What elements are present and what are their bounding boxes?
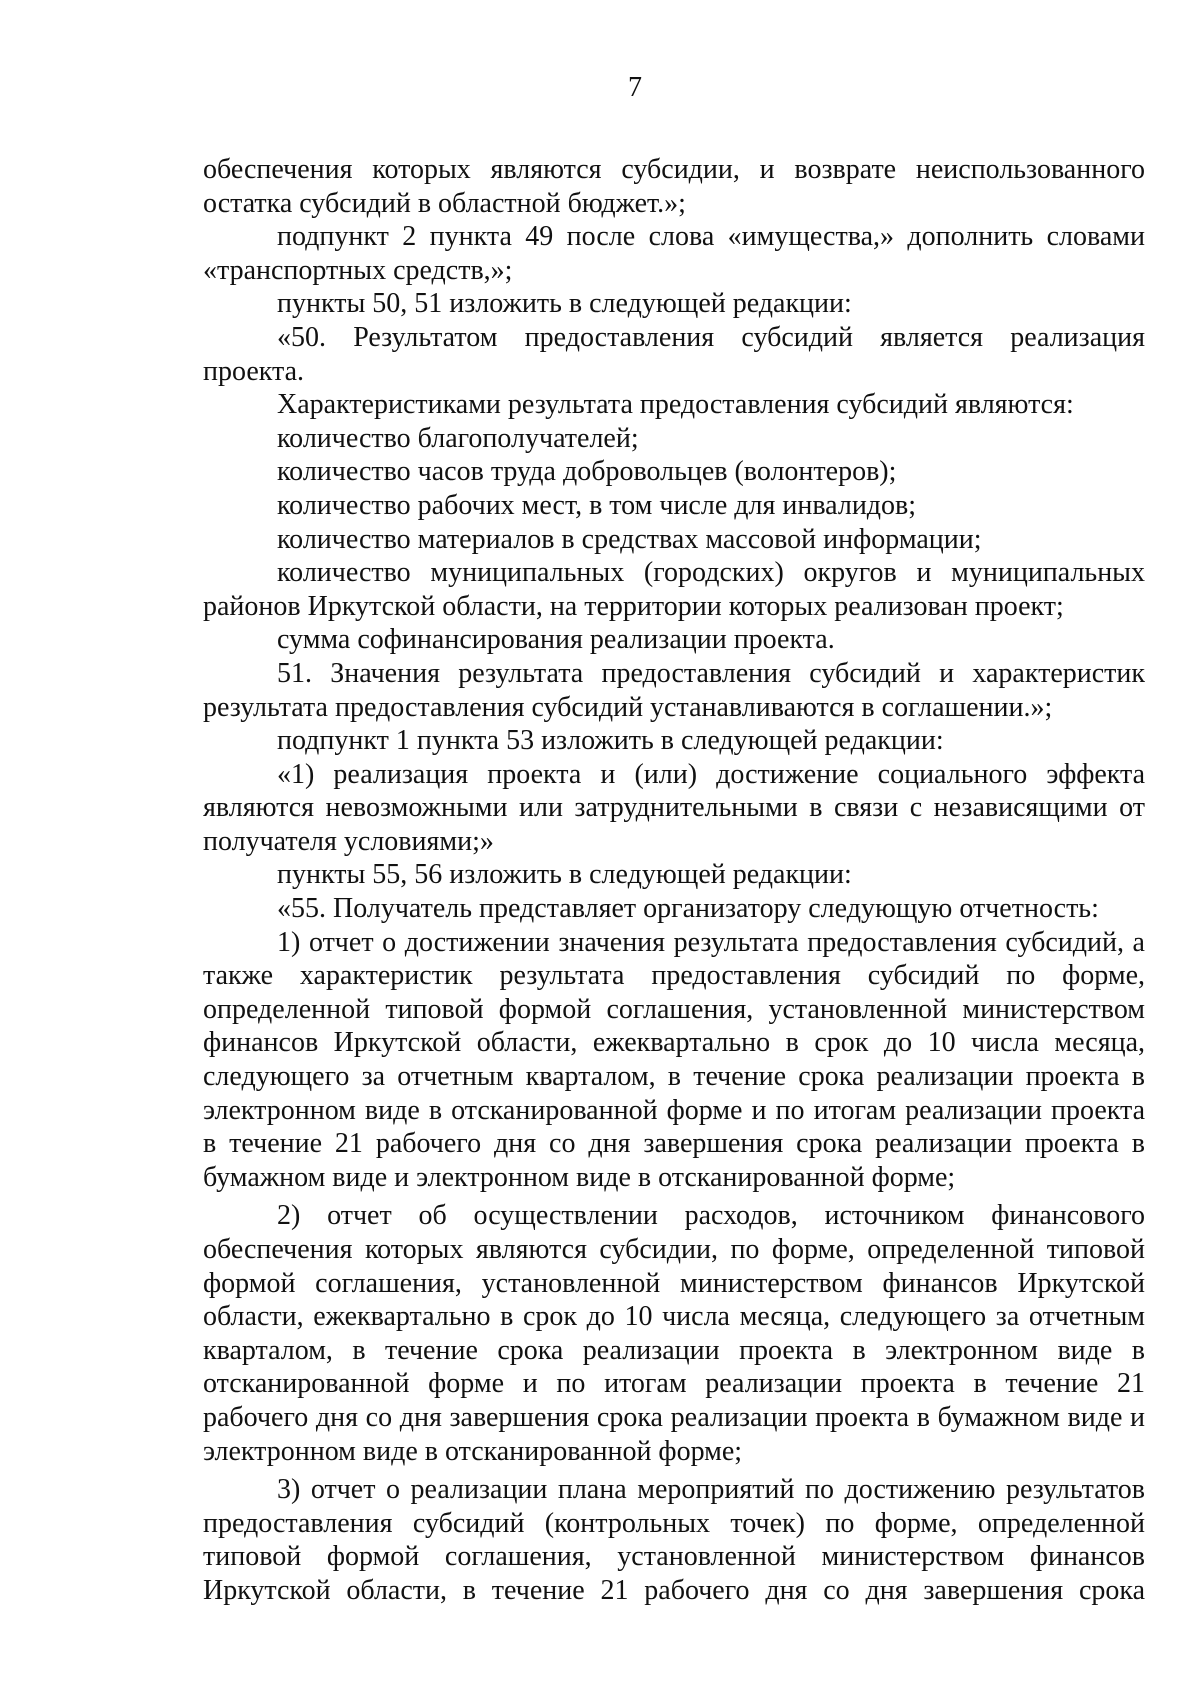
paragraph: количество рабочих мест, в том числе для инвалидов; xyxy=(277,489,917,521)
page-number: 7 xyxy=(628,72,642,103)
paragraph: «50. Результатом предоставления субсидий является реализация проекта. xyxy=(203,321,1145,387)
paragraph: 2) отчет об осуществлении расходов, источником финансового обеспечения которых являются субсидии, по форме, определенной типовой формой соглашения, установленной министерством финансов Иркутской области, ежеквартально в срок до 10 числа месяца, следующего за отчетным кварталом, в течение срока реализации проекта в электронном виде в отсканированной форме и по итогам реализации проекта в течение 21 рабочего дня со дня завершения срока реализации проекта в бумажном виде и электронном виде в отсканированной форме; xyxy=(203,1200,1145,1467)
paragraph: количество часов труда добровольцев (волонтеров); xyxy=(277,456,897,488)
paragraph: пункты 50, 51 изложить в следующей редакции: xyxy=(277,288,852,320)
document-body xyxy=(203,153,1145,1608)
paragraph: подпункт 1 пункта 53 изложить в следующей редакции: xyxy=(277,725,944,757)
paragraph: обеспечения которых являются субсидии, и возврате неиспользованного остатка субсидий в областной бюджет.»; xyxy=(203,154,1145,219)
paragraph: пункты 55, 56 изложить в следующей редакции: xyxy=(277,859,852,891)
paragraph: 1) отчет о достижении значения результата предоставления субсидий, а также характеристик результата предоставления субсидий по форме, определенной типовой формой соглашения, установленной министерством финансов Иркутской области, ежеквартально в срок до 10 числа месяца, следующего за отчетным кварталом, в течение срока реализации проекта в электронном виде в отсканированной форме и по итогам реализации проекта в течение 21 рабочего дня со дня завершения срока реализации проекта в бумажном виде и электронном виде в отсканированной форме; xyxy=(203,926,1145,1193)
paragraph: подпункт 2 пункта 49 после слова «имущества,» дополнить словами «транспортных средств,»; xyxy=(203,221,1145,286)
paragraph: Характеристиками результата предоставления субсидий являются: xyxy=(277,389,1074,421)
paragraph: «1) реализация проекта и (или) достижение социального эффекта являются невозможными или затруднительными в связи с независящими от получателя условиями;» xyxy=(203,758,1145,857)
paragraph: 3) отчет о реализации плана мероприятий по достижению результатов предоставления субсидий (контрольных точек) по форме, определенной типовой формой соглашения, установленной министерством финансов Иркутской области, в течение 21 рабочего дня со дня завершения срока xyxy=(203,1474,1145,1606)
paragraph: сумма софинансирования реализации проекта. xyxy=(277,624,835,656)
paragraph: 51. Значения результата предоставления субсидий и характеристик результата предоставления субсидий устанавливаются в соглашении.»; xyxy=(203,657,1145,723)
paragraph: «55. Получатель представляет организатору следующую отчетность: xyxy=(277,893,1099,925)
paragraph: количество материалов в средствах массовой информации; xyxy=(277,523,982,555)
paragraph: количество муниципальных (городских) округов и муниципальных районов Иркутской области, на территории которых реализован проект; xyxy=(203,557,1145,622)
paragraph: количество благополучателей; xyxy=(277,422,639,454)
